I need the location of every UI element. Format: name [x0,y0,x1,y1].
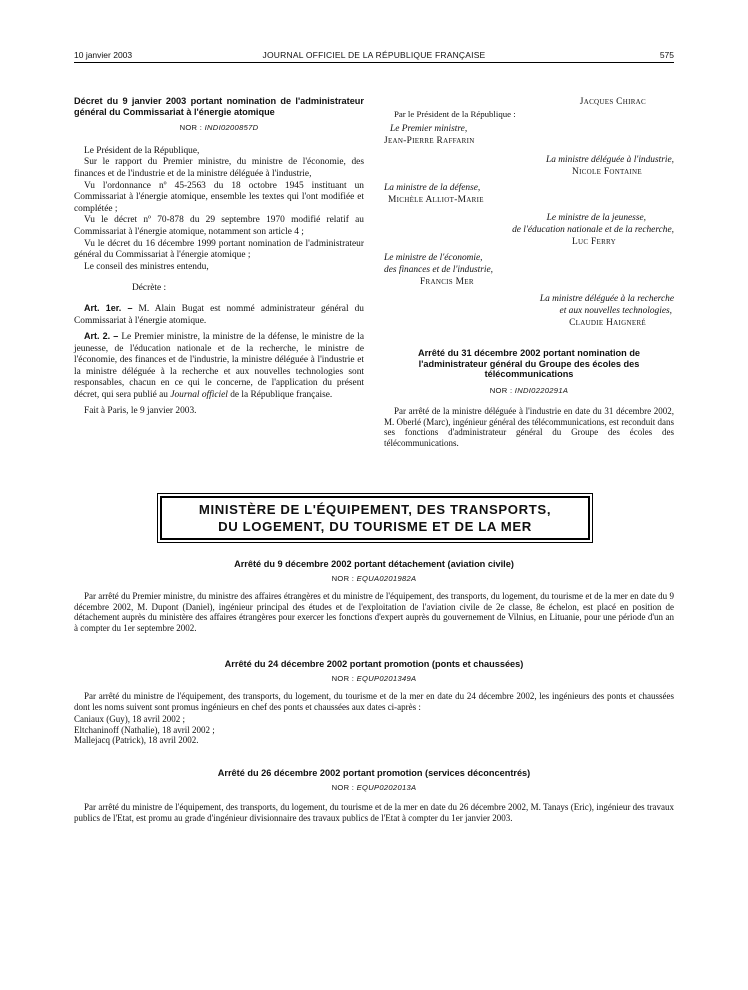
par-le-president: Par le Président de la République : [394,109,516,119]
decret-p1: Le Président de la République, [84,145,200,156]
article-1: Art. 1er. – M. Alain Bugat est nommé administrateur général du Commissariat à l'énergie atomique. [74,302,364,326]
header-date: 10 janvier 2003 [74,50,133,60]
sig-eco-name: Francis Mer [420,277,474,287]
ministry-line-1: MINISTÈRE DE L'ÉQUIPEMENT, DES TRANSPORTS, [198,502,552,517]
list-item: Caniaux (Guy), 18 avril 2002 ; [74,714,185,725]
sig-ind-name: Nicole Fontaine [572,167,642,177]
sig-pm-title: Le Premier ministre, [390,124,468,134]
sig-eco-title-2: des finances et de l'industrie, [384,265,494,275]
sig-jeun-title-1: Le ministre de la jeunesse, [546,213,646,223]
arrete-24-nor: NOR : EQUP0201349A [331,674,417,683]
sig-rech-name: Claudie Haigneré [569,318,646,328]
list-item: Mallejacq (Patrick), 18 avril 2002. [74,735,199,746]
arrete-24-text: Par arrêté du ministre de l'équipement, des transports, du logement, du tourisme et de la mer en date du 24 décembre 2002, les ingénieurs des ponts et chaussées dont les noms suivent sont promus ingénieurs en chef des ponts et chaussées aux dates ci-après : Caniaux (Guy), 18 avril 2002 ; Eltchaninoff (Nathalie), 18 avril 2002 ; Mallejacq (Patrick), 18 avril 2002. [74,691,674,746]
arrete-31-title: Arrêté du 31 décembre 2002 portant nomination de l'administrateur général du Groupe des écoles des télécommunications [417,348,641,380]
sig-eco-title-1: Le ministre de l'économie, [384,253,483,263]
arrete-9-nor: NOR : EQUA0201982A [331,574,417,583]
decret-p4: Vu le décret nº 70-878 du 29 septembre 1970 modifié relatif au Commissariat à l'énergie atomique, notamment son article 4 ; [74,215,364,237]
sig-pm-name: Jean-Pierre Raffarin [384,136,475,146]
sig-president: Jacques Chirac [579,97,646,107]
ministry-line-2: DU LOGEMENT, DU TOURISME ET DE LA MER [218,519,532,534]
decret-p6: Le conseil des ministres entendu, [84,261,209,272]
sig-jeun-title-2: de l'éducation nationale et de la recherche, [512,225,674,235]
sig-jeun-name: Luc Ferry [572,237,616,247]
article-2: Art. 2. – Le Premier ministre, la ministre de la défense, le ministre de la jeunesse, de l'éducation nationale et de la recherche, le ministre de l'économie, des finances et de l'industrie, la ministre déléguée à l'industrie et la ministre déléguée à la recherche et aux nouvelles technologies sont responsables, chacun en ce qui le concerne, de l'application du présent décret, qui sera publié au Journal officiel de la République française. [74,331,365,401]
arrete-24-title: Arrêté du 24 décembre 2002 portant promotion (ponts et chaussées) [224,659,524,669]
journal-title: JOURNAL OFFICIEL DE LA RÉPUBLIQUE FRANÇAISE [262,50,486,60]
ministry-heading-box [160,496,590,540]
sig-rech-title-2: et aux nouvelles technologies, [559,306,672,316]
decret-p5: Vu le décret du 16 décembre 1999 portant nomination de l'administrateur général du Commissariat à l'énergie atomique ; [74,238,364,261]
arrete-31-text: Par arrêté de la ministre déléguée à l'industrie en date du 31 décembre 2002, M. Oberlé (Marc), ingénieur général des télécommunications, est reconduit dans ses fonctions d'administrateur général du Groupe des écoles des télécommunications. [384,406,674,448]
header-rule [74,62,674,63]
arrete-26-title: Arrêté du 26 décembre 2002 portant promotion (services déconcentrés) [217,768,531,778]
signatures [384,96,674,329]
sig-ind-title: La ministre déléguée à l'industrie, [546,155,674,165]
decret-nor: NOR : INDI0200857D [179,123,259,133]
arrete-26-text: Par arrêté du ministre de l'équipement, des transports, du logement, du tourisme et de la mer en date du 26 décembre 2002, M. Tanays (Eric), ingénieur des travaux publics de l'Etat, est promu au grade d'ingénieur divisionnaire des travaux publics de l'Etat à compter du 1er janvier 2003. [74,802,674,823]
decrete: Décrète : [132,283,167,294]
sig-def-name: Michèle Alliot-Marie [388,195,484,205]
arrete-9-text: Par arrêté du Premier ministre, du ministre des affaires étrangères et du ministre de l'équipement, des transports, du logement, du tourisme et de la mer en date du 9 décembre 2002, M. Dupont (Daniel), ingénieur principal des études et de l'exploitation de l'aviation civile de 2e classe, 8e échelon, est placé en position de détachement auprès du ministère des affaires étrangères pour exercer les fonctions d'expert auprès du gouvernement de Vilnius, en Lituanie, pour une période d'un an à compter du 1er septembre 2002. [74,591,674,633]
arrete-9-title: Arrêté du 9 décembre 2002 portant détachement (aviation civile) [234,559,514,569]
decret-title: Décret du 9 janvier 2003 portant nomination de l'administrateur général du Commissariat à l'énergie atomique [74,96,364,117]
arrete-31-section [384,348,674,448]
decret-p3: Vu l'ordonnance nº 45-2563 du 18 octobre 1945 instituant un Commissariat à l'énergie atomique, ensemble les textes qui l'ont modifiée et complétée ; [74,180,364,214]
sig-rech-title-1: La ministre déléguée à la recherche [539,294,674,304]
sig-def-title: La ministre de la défense, [384,183,481,193]
page-number: 575 [659,50,674,60]
decret-p2: Sur le rapport du Premier ministre, du ministre de l'économie, des finances et de l'industrie et de la ministre déléguée à l'industrie, [74,157,364,179]
arrete-26-nor: NOR : EQUP0202013A [331,783,417,792]
arrete-31-nor: NOR : INDI0220291A [489,385,569,395]
fait-a-paris: Fait à Paris, le 9 janvier 2003. [84,405,197,416]
list-item: Eltchaninoff (Nathalie), 18 avril 2002 ; [74,724,215,735]
decret-section [74,96,364,417]
